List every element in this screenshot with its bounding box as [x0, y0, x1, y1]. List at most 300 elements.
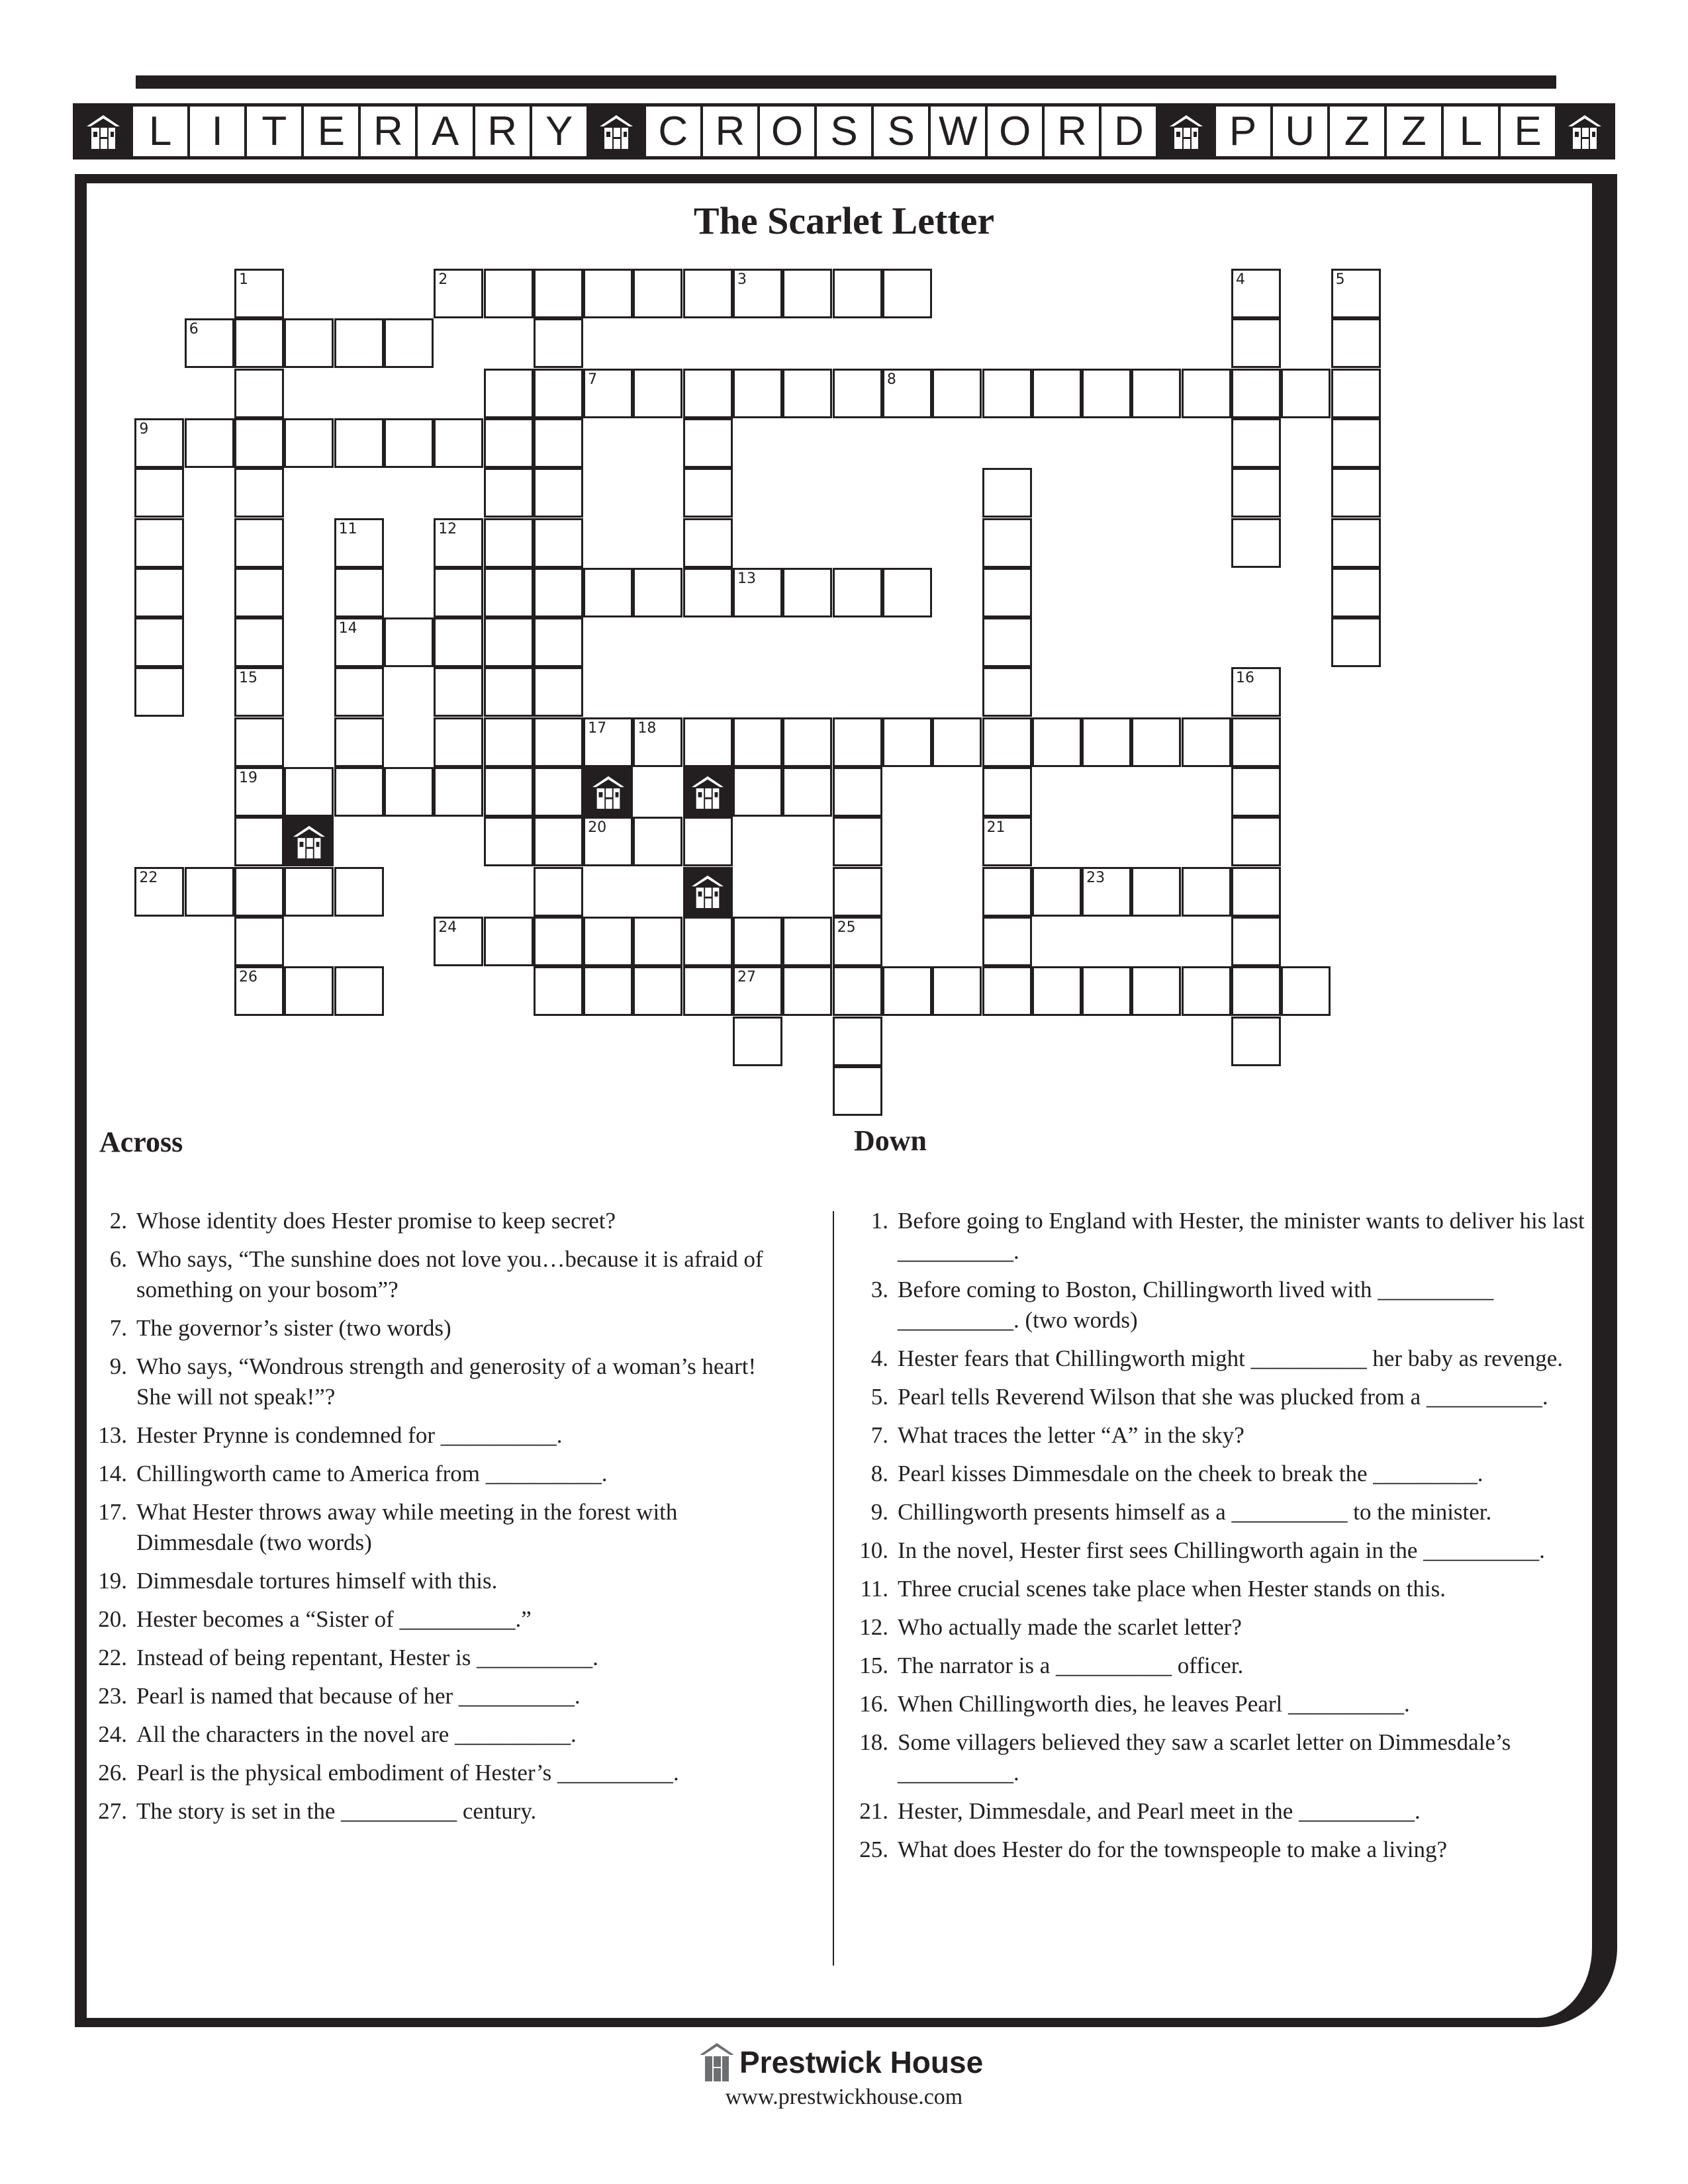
crossword-cell[interactable] [733, 966, 782, 1016]
crossword-cell[interactable] [733, 917, 782, 966]
crossword-cell[interactable] [234, 318, 284, 368]
crossword-cell[interactable] [683, 917, 733, 966]
crossword-cell[interactable] [833, 717, 882, 767]
crossword-cell[interactable] [982, 767, 1032, 817]
clue-text: All the characters in the novel are __________. [136, 1721, 577, 1747]
crossword-cell[interactable] [1082, 867, 1131, 917]
clue-num: 18. [859, 1729, 888, 1755]
crossword-cell[interactable] [982, 966, 1032, 1016]
clue-text: Who actually made the scarlet letter? [898, 1614, 1242, 1640]
clue-text: Hester, Dimmesdale, and Pearl meet in the __________. [898, 1798, 1421, 1824]
clue-num: 16. [859, 1691, 888, 1717]
clue-number: 2 [438, 271, 448, 288]
crossword-cell[interactable] [683, 817, 733, 866]
footer-brand: Prestwick House [739, 2045, 984, 2079]
crossword-cell[interactable] [1182, 369, 1231, 418]
crossword-cell[interactable] [982, 917, 1032, 966]
banner-letter: C [646, 107, 703, 156]
crossword-cell[interactable] [434, 767, 483, 817]
crossword-cell[interactable] [583, 817, 633, 866]
crossword-cell[interactable] [932, 717, 982, 767]
crossword-cell[interactable] [1182, 867, 1231, 917]
crossword-cell[interactable] [334, 617, 384, 667]
crossword-cell[interactable] [134, 617, 184, 667]
crossword-cell[interactable] [1131, 867, 1181, 917]
crossword-cell[interactable] [1331, 617, 1381, 667]
clue-text: Hester Prynne is condemned for __________. [136, 1422, 563, 1448]
crossword-cell[interactable] [534, 418, 583, 468]
crossword-cell[interactable] [633, 568, 682, 617]
crossword-cell[interactable] [484, 269, 534, 318]
crossword-cell[interactable] [1032, 966, 1082, 1016]
crossword-cell[interactable] [1231, 318, 1281, 368]
crossword-cell[interactable] [882, 717, 932, 767]
crossword-cell[interactable] [982, 369, 1032, 418]
crossword-cell[interactable] [882, 369, 932, 418]
crossword-cell[interactable] [1331, 568, 1381, 617]
crossword-cell[interactable] [583, 717, 633, 767]
crossword-cell[interactable] [1182, 717, 1231, 767]
clue-number: 9 [139, 420, 149, 437]
banner-letter: D [1102, 107, 1158, 156]
crossword-cell[interactable] [932, 369, 982, 418]
crossword-cell[interactable] [833, 966, 882, 1016]
banner-letter: P [1216, 107, 1273, 156]
crossword-cell[interactable] [583, 369, 633, 418]
crossword-cell[interactable] [534, 867, 583, 917]
clue-number: 18 [637, 719, 657, 737]
crossword-cell[interactable] [384, 617, 434, 667]
banner-letter: R [703, 107, 760, 156]
crossword-cell[interactable] [833, 817, 882, 866]
crossword-cell[interactable] [234, 269, 284, 318]
clue-number: 22 [139, 869, 158, 886]
across-clue [93, 1719, 768, 1750]
crossword-cell[interactable] [484, 369, 534, 418]
crossword-cell[interactable] [234, 717, 284, 767]
crossword-cell[interactable] [234, 817, 284, 866]
crossword-cell[interactable] [185, 318, 234, 368]
crossword-cell[interactable] [534, 568, 583, 617]
crossword-cell[interactable] [534, 468, 583, 518]
across-clue [93, 1459, 768, 1489]
crossword-cell[interactable] [134, 518, 184, 568]
crossword-cell[interactable] [434, 717, 483, 767]
crossword-cell[interactable] [982, 867, 1032, 917]
down-clue [854, 1835, 1589, 1865]
crossword-cell[interactable] [982, 717, 1032, 767]
crossword-cell[interactable] [583, 269, 633, 318]
banner-letter: R [361, 107, 418, 156]
banner-letter: O [760, 107, 817, 156]
crossword-cell[interactable] [982, 468, 1032, 518]
crossword-cell[interactable] [484, 767, 534, 817]
crossword-cell[interactable] [284, 966, 334, 1016]
clue-text: Pearl kisses Dimmesdale on the cheek to break the _________. [898, 1461, 1483, 1486]
crossword-cell[interactable] [434, 917, 483, 966]
crossword-cell[interactable] [484, 468, 534, 518]
crossword-cell[interactable] [1131, 369, 1181, 418]
crossword-cell[interactable] [434, 667, 483, 717]
clue-text: The narrator is a __________ officer. [898, 1653, 1244, 1678]
crossword-cell[interactable] [833, 917, 882, 966]
down-clue [854, 1727, 1589, 1788]
banner-letter: Z [1330, 107, 1387, 156]
crossword-cell[interactable] [334, 667, 384, 717]
clue-number: 11 [338, 520, 357, 537]
banner-letter: R [1045, 107, 1102, 156]
crossword-cell[interactable] [234, 867, 284, 917]
crossword-cell[interactable] [284, 418, 334, 468]
clue-num: 26. [98, 1760, 127, 1786]
crossword-cell[interactable] [534, 767, 583, 817]
crossword-cell[interactable] [434, 269, 483, 318]
clue-number: 12 [438, 520, 457, 537]
clue-num: 13. [98, 1422, 127, 1448]
crossword-cell[interactable] [384, 418, 434, 468]
clue-number: 26 [239, 969, 258, 986]
crossword-cell[interactable] [833, 269, 882, 318]
clue-number: 16 [1236, 670, 1254, 687]
crossword-cell[interactable] [1082, 966, 1131, 1016]
crossword-cell[interactable] [484, 518, 534, 568]
crossword-cell[interactable] [1331, 468, 1381, 518]
crossword-cell[interactable] [733, 1017, 782, 1066]
across-clue [93, 1681, 768, 1711]
clue-num: 15. [859, 1653, 888, 1678]
crossword-cell[interactable] [434, 418, 483, 468]
crossword-cell[interactable] [1082, 369, 1131, 418]
crossword-cell[interactable] [384, 318, 434, 368]
crossword-cell[interactable] [434, 617, 483, 667]
crossword-cell[interactable] [1331, 318, 1381, 368]
crossword-cell[interactable] [1032, 717, 1082, 767]
across-clue [93, 1566, 768, 1596]
crossword-cell[interactable] [534, 667, 583, 717]
crossword-cell[interactable] [683, 468, 733, 518]
clue-number: 3 [737, 271, 747, 288]
clue-text: Who says, “Wondrous strength and generosity of a woman’s heart! She will not speak!”? [136, 1353, 757, 1410]
crossword-cell[interactable] [782, 966, 832, 1016]
clue-number: 8 [886, 371, 896, 388]
down-clue [854, 1420, 1589, 1451]
crossword-cell[interactable] [1331, 369, 1381, 418]
crossword-cell[interactable] [1182, 966, 1231, 1016]
crossword-cell[interactable] [234, 518, 284, 568]
down-clue [854, 1651, 1589, 1681]
crossword-cell[interactable] [833, 369, 882, 418]
crossword-cell[interactable] [782, 568, 832, 617]
crossword-cell[interactable] [683, 568, 733, 617]
crossword-cell[interactable] [583, 917, 633, 966]
clue-num: 9. [870, 1499, 888, 1525]
crossword-cell[interactable] [633, 917, 682, 966]
crossword-cell[interactable] [484, 617, 534, 667]
clue-num: 23. [98, 1683, 127, 1709]
clue-num: 7. [870, 1422, 888, 1448]
prestwick-logo [698, 2042, 983, 2083]
clue-text: Pearl tells Reverend Wilson that she was plucked from a __________. [898, 1384, 1548, 1410]
crossword-cell[interactable] [234, 767, 284, 817]
crossword-cell[interactable] [1231, 369, 1281, 418]
clue-number: 1 [239, 271, 248, 288]
crossword-cell[interactable] [1231, 667, 1281, 717]
crossword-cell[interactable] [334, 318, 384, 368]
banner-letter: I [190, 107, 247, 156]
crossword-cell[interactable] [1231, 418, 1281, 468]
across-clue [93, 1351, 768, 1412]
crossword-cell[interactable] [134, 418, 184, 468]
crossword-cell[interactable] [733, 717, 782, 767]
down-clue [854, 1206, 1589, 1267]
clue-number: 17 [588, 719, 607, 737]
banner-letter: L [133, 107, 190, 156]
down-clue [854, 1497, 1589, 1527]
crossword-cell[interactable] [882, 269, 932, 318]
clue-number: 24 [438, 919, 457, 936]
banner-letter: E [1501, 107, 1558, 156]
clue-text: The governor’s sister (two words) [136, 1315, 451, 1341]
crossword-cell[interactable] [683, 269, 733, 318]
crossword-cell[interactable] [683, 717, 733, 767]
black-logo-square [284, 817, 334, 866]
crossword-cell[interactable] [234, 369, 284, 418]
crossword-cell[interactable] [1231, 917, 1281, 966]
crossword-cell[interactable] [534, 617, 583, 667]
crossword-cell[interactable] [633, 369, 682, 418]
crossword-cell[interactable] [633, 717, 682, 767]
crossword-cell[interactable] [185, 867, 234, 917]
crossword-cell[interactable] [733, 767, 782, 817]
crossword-cell[interactable] [434, 568, 483, 617]
crossword-cell[interactable] [134, 867, 184, 917]
clue-text: Instead of being repentant, Hester is __________. [136, 1645, 598, 1670]
crossword-cell[interactable] [1331, 269, 1381, 318]
crossword-cell[interactable] [733, 269, 782, 318]
crossword-cell[interactable] [982, 518, 1032, 568]
crossword-cell[interactable] [534, 369, 583, 418]
banner-letter: A [418, 107, 475, 156]
crossword-cell[interactable] [284, 767, 334, 817]
crossword-cell[interactable] [534, 318, 583, 368]
crossword-cell[interactable] [782, 917, 832, 966]
crossword-cell[interactable] [334, 568, 384, 617]
house-logo-icon [698, 2042, 735, 2083]
crossword-cell[interactable] [484, 568, 534, 617]
clue-number: 6 [189, 321, 199, 338]
crossword-cell[interactable] [833, 767, 882, 817]
crossword-cell[interactable] [434, 518, 483, 568]
crossword-cell[interactable] [1231, 717, 1281, 767]
crossword-cell[interactable] [534, 717, 583, 767]
crossword-cell[interactable] [733, 568, 782, 617]
crossword-cell[interactable] [1032, 867, 1082, 917]
crossword-cell[interactable] [534, 817, 583, 866]
crossword-cell[interactable] [1032, 369, 1082, 418]
crossword-cell[interactable] [1082, 717, 1131, 767]
banner-letter: L [1444, 107, 1501, 156]
clue-number: 20 [588, 819, 607, 837]
clue-text: Dimmesdale tortures himself with this. [136, 1568, 498, 1594]
down-heading: Down [854, 1124, 927, 1157]
crossword-cell[interactable] [234, 617, 284, 667]
clue-text: Pearl is named that because of her __________. [136, 1683, 581, 1709]
across-clue [93, 1244, 768, 1305]
clue-num: 21. [859, 1798, 888, 1824]
crossword-cell[interactable] [633, 966, 682, 1016]
crossword-cell[interactable] [334, 767, 384, 817]
banner-letter: U [1273, 107, 1330, 156]
crossword-cell[interactable] [982, 817, 1032, 866]
crossword-cell[interactable] [134, 667, 184, 717]
crossword-cell[interactable] [484, 667, 534, 717]
crossword-cell[interactable] [932, 966, 982, 1016]
crossword-cell[interactable] [334, 867, 384, 917]
crossword-cell[interactable] [534, 269, 583, 318]
clue-num: 12. [859, 1614, 888, 1640]
crossword-cell[interactable] [733, 369, 782, 418]
crossword-cell[interactable] [1231, 468, 1281, 518]
crossword-cell[interactable] [185, 418, 234, 468]
clue-num: 11. [860, 1576, 888, 1602]
crossword-cell[interactable] [782, 269, 832, 318]
crossword-cell[interactable] [833, 1017, 882, 1066]
banner-letter: S [874, 107, 931, 156]
clue-number: 23 [1086, 869, 1105, 886]
clue-text: In the novel, Hester first sees Chillingworth again in the __________. [898, 1537, 1545, 1563]
footer-url[interactable]: www.prestwickhouse.com [725, 2085, 963, 2109]
crossword-cell[interactable] [1231, 867, 1281, 917]
crossword-cell[interactable] [633, 269, 682, 318]
crossword-cell[interactable] [384, 767, 434, 817]
crossword-cell[interactable] [1231, 269, 1281, 318]
banner-letter: E [304, 107, 361, 156]
across-clue [93, 1758, 768, 1788]
clue-text: Before coming to Boston, Chillingworth lived with __________ __________. (two words) [898, 1277, 1494, 1333]
down-clue [854, 1275, 1589, 1336]
down-clue [854, 1459, 1589, 1489]
crossword-cell[interactable] [234, 667, 284, 717]
crossword-cell[interactable] [982, 667, 1032, 717]
clue-num: 27. [98, 1798, 127, 1824]
crossword-cell[interactable] [1231, 817, 1281, 866]
clue-text: What Hester throws away while meeting in the forest with Dimmesdale (two words) [136, 1499, 678, 1555]
clue-number: 14 [338, 620, 357, 637]
crossword-cell[interactable] [1231, 767, 1281, 817]
crossword-cell[interactable] [234, 468, 284, 518]
crossword-cell[interactable] [782, 369, 832, 418]
crossword-cell[interactable] [484, 717, 534, 767]
crossword-cell[interactable] [334, 518, 384, 568]
crossword-cell[interactable] [334, 966, 384, 1016]
across-clue [93, 1497, 768, 1558]
crossword-cell[interactable] [782, 717, 832, 767]
crossword-cell[interactable] [1331, 518, 1381, 568]
down-clue [854, 1689, 1589, 1719]
crossword-cell[interactable] [484, 917, 534, 966]
down-clue [854, 1612, 1589, 1643]
clue-text: What does Hester do for the townspeople to make a living? [898, 1837, 1448, 1862]
crossword-cell[interactable] [982, 568, 1032, 617]
crossword-cell[interactable] [782, 767, 832, 817]
clue-text: Whose identity does Hester promise to keep secret? [136, 1208, 616, 1234]
crossword-cell[interactable] [583, 568, 633, 617]
crossword-cell[interactable] [234, 966, 284, 1016]
crossword-cell[interactable] [833, 1066, 882, 1116]
black-logo-square [683, 767, 733, 817]
crossword-cell[interactable] [633, 817, 682, 866]
crossword-cell[interactable] [833, 568, 882, 617]
crossword-cell[interactable] [334, 717, 384, 767]
clue-number: 5 [1335, 271, 1345, 288]
clue-number: 4 [1236, 271, 1245, 288]
crossword-cell[interactable] [1231, 518, 1281, 568]
crossword-cell[interactable] [534, 966, 583, 1016]
clue-num: 6. [109, 1246, 127, 1272]
clue-num: 19. [98, 1568, 127, 1594]
crossword-cell[interactable] [134, 568, 184, 617]
clue-number: 21 [986, 819, 1006, 837]
crossword-cell[interactable] [683, 418, 733, 468]
crossword-cell[interactable] [284, 867, 334, 917]
clue-number: 15 [239, 670, 258, 687]
clue-num: 8. [870, 1461, 888, 1486]
clue-num: 9. [109, 1353, 127, 1379]
crossword-cell[interactable] [234, 917, 284, 966]
crossword-cell[interactable] [1281, 369, 1331, 418]
clue-text: When Chillingworth dies, he leaves Pearl __________. [898, 1691, 1410, 1717]
crossword-cell[interactable] [683, 966, 733, 1016]
crossword-cell[interactable] [134, 468, 184, 518]
crossword-cell[interactable] [683, 369, 733, 418]
column-divider [833, 1211, 834, 1966]
crossword-cell[interactable] [284, 318, 334, 368]
crossword-cell[interactable] [1231, 1017, 1281, 1066]
crossword-cell[interactable] [982, 617, 1032, 667]
across-heading: Across [99, 1126, 183, 1158]
crossword-cell[interactable] [833, 867, 882, 917]
clue-text: Hester fears that Chillingworth might __________ her baby as revenge. [898, 1345, 1564, 1371]
crossword-cell[interactable] [583, 966, 633, 1016]
across-clue [93, 1796, 768, 1827]
crossword-cell[interactable] [1331, 418, 1381, 468]
clue-num: 25. [859, 1837, 888, 1862]
crossword-cell[interactable] [234, 418, 284, 468]
across-clues [93, 1206, 768, 1835]
clue-number: 25 [837, 919, 856, 936]
crossword-cell[interactable] [334, 418, 384, 468]
crossword-cell[interactable] [1231, 966, 1281, 1016]
crossword-cell[interactable] [534, 917, 583, 966]
clue-text: Three crucial scenes take place when Hester stands on this. [898, 1576, 1446, 1602]
clue-text: Who says, “The sunshine does not love you…because it is afraid of something on your bosom”? [136, 1246, 763, 1302]
banner-letter: O [988, 107, 1045, 156]
crossword-cell[interactable] [1131, 717, 1181, 767]
crossword-cell[interactable] [882, 568, 932, 617]
clue-text: Chillingworth came to America from __________. [136, 1461, 608, 1486]
crossword-cell[interactable] [1281, 966, 1331, 1016]
crossword-cell[interactable] [484, 817, 534, 866]
crossword-cell[interactable] [882, 966, 932, 1016]
crossword-cell[interactable] [484, 418, 534, 468]
crossword-cell[interactable] [683, 518, 733, 568]
down-clue [854, 1343, 1589, 1374]
crossword-cell[interactable] [534, 518, 583, 568]
down-clue [854, 1796, 1589, 1827]
clue-text: Some villagers believed they saw a scarlet letter on Dimmesdale’s __________. [898, 1729, 1511, 1786]
crossword-cell[interactable] [1131, 966, 1181, 1016]
crossword-cell[interactable] [234, 568, 284, 617]
